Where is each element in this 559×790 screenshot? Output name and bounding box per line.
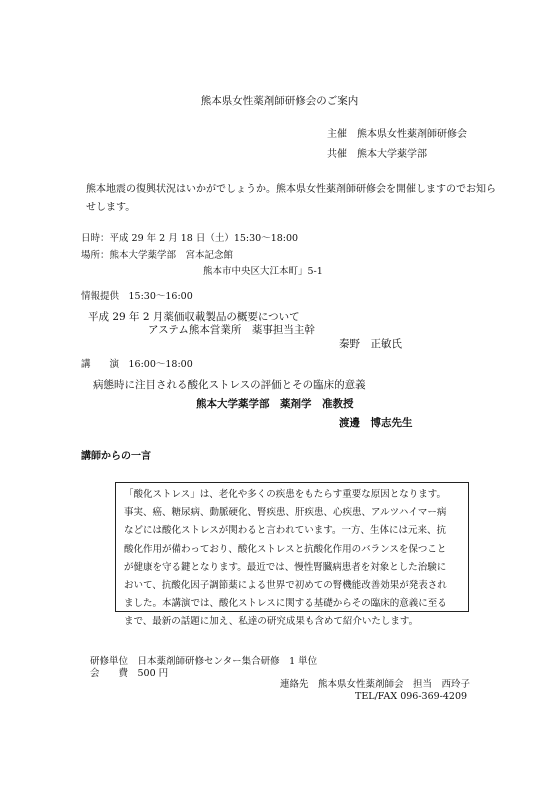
tel-fax: TEL/FAX 096-369-4209 bbox=[355, 691, 468, 702]
message-heading: 講師からの一言 bbox=[81, 451, 151, 462]
cohost-label: 共催 bbox=[327, 149, 347, 160]
event-venue: 場所：熊本大学薬学部 宮本記念館 bbox=[81, 250, 234, 261]
info-session-company: アステム熊本営業所 薬事担当主幹 bbox=[148, 324, 315, 336]
contact: 連絡先 熊本県女性薬剤師会 担当 西玲子 bbox=[280, 679, 471, 690]
message-line: などには酸化ストレスが関わると言われています。一方、生体には元来、抗 bbox=[124, 525, 446, 537]
message-box bbox=[115, 482, 469, 628]
page-title: 熊本県女性薬剤師研修会のご案内 bbox=[200, 95, 359, 107]
message-line: が健康を守る鍵となります。最近では、慢性腎臓病患者を対象とした治験に bbox=[124, 561, 447, 573]
lecture-topic: 病態時に注目される酸化ストレスの評価とその臨床的意義 bbox=[93, 379, 366, 391]
message-line: ました。本講演では、酸化ストレスに関する基礎からその臨床的意義に至る bbox=[124, 598, 447, 610]
fee: 会 費 500 円 bbox=[90, 668, 169, 679]
message-line: 酸化作用が備わっており、酸化ストレスと抗酸化作用のバランスを保つこと bbox=[124, 543, 447, 555]
host-name: 熊本県女性薬剤師研修会 bbox=[357, 129, 467, 140]
event-address: 熊本市中央区大江本町」5-1 bbox=[203, 266, 323, 277]
info-session-speaker: 秦野 正敏氏 bbox=[339, 338, 402, 350]
host-label: 主催 bbox=[327, 129, 347, 140]
event-datetime: 日時：平成 29 年 2 月 18 日（土）15:30～18:00 bbox=[81, 233, 299, 244]
info-session-label: 情報提供 15:30～16:00 bbox=[81, 291, 193, 302]
lecture-speaker: 渡邊 博志先生 bbox=[339, 417, 413, 429]
info-session-topic: 平成 29 年 2 月薬価収載製品の概要について bbox=[88, 311, 300, 323]
message-line: 「酸化ストレス」は、老化や多くの疾患をもたらす重要な原因となります。 bbox=[124, 489, 446, 500]
message-line: まで、最新の話題に加え、私達の研究成果も含めて紹介いたします。 bbox=[124, 616, 419, 628]
message-line: おいて、抗酸化因子調節薬による世界で初めての腎機能改善効果が発表され bbox=[124, 580, 447, 592]
lecture-affiliation: 熊本大学薬学部 薬剤学 准教授 bbox=[196, 398, 354, 410]
lecture-label: 講 演 16:00～18:00 bbox=[81, 359, 193, 370]
cohost-name: 熊本大学薬学部 bbox=[357, 149, 427, 160]
training-credit: 研修単位 日本薬剤師研修センター集合研修 1 単位 bbox=[90, 656, 318, 667]
message-line: 事実、癌、糖尿病、動脈硬化、腎疾患、肝疾患、心疾患、アルツハイマー病 bbox=[124, 507, 447, 519]
intro-paragraph: 熊本地震の復興状況はいかがでしょうか。熊本県女性薬剤師研修会を開催しますのでお知らせします。 bbox=[86, 184, 496, 213]
